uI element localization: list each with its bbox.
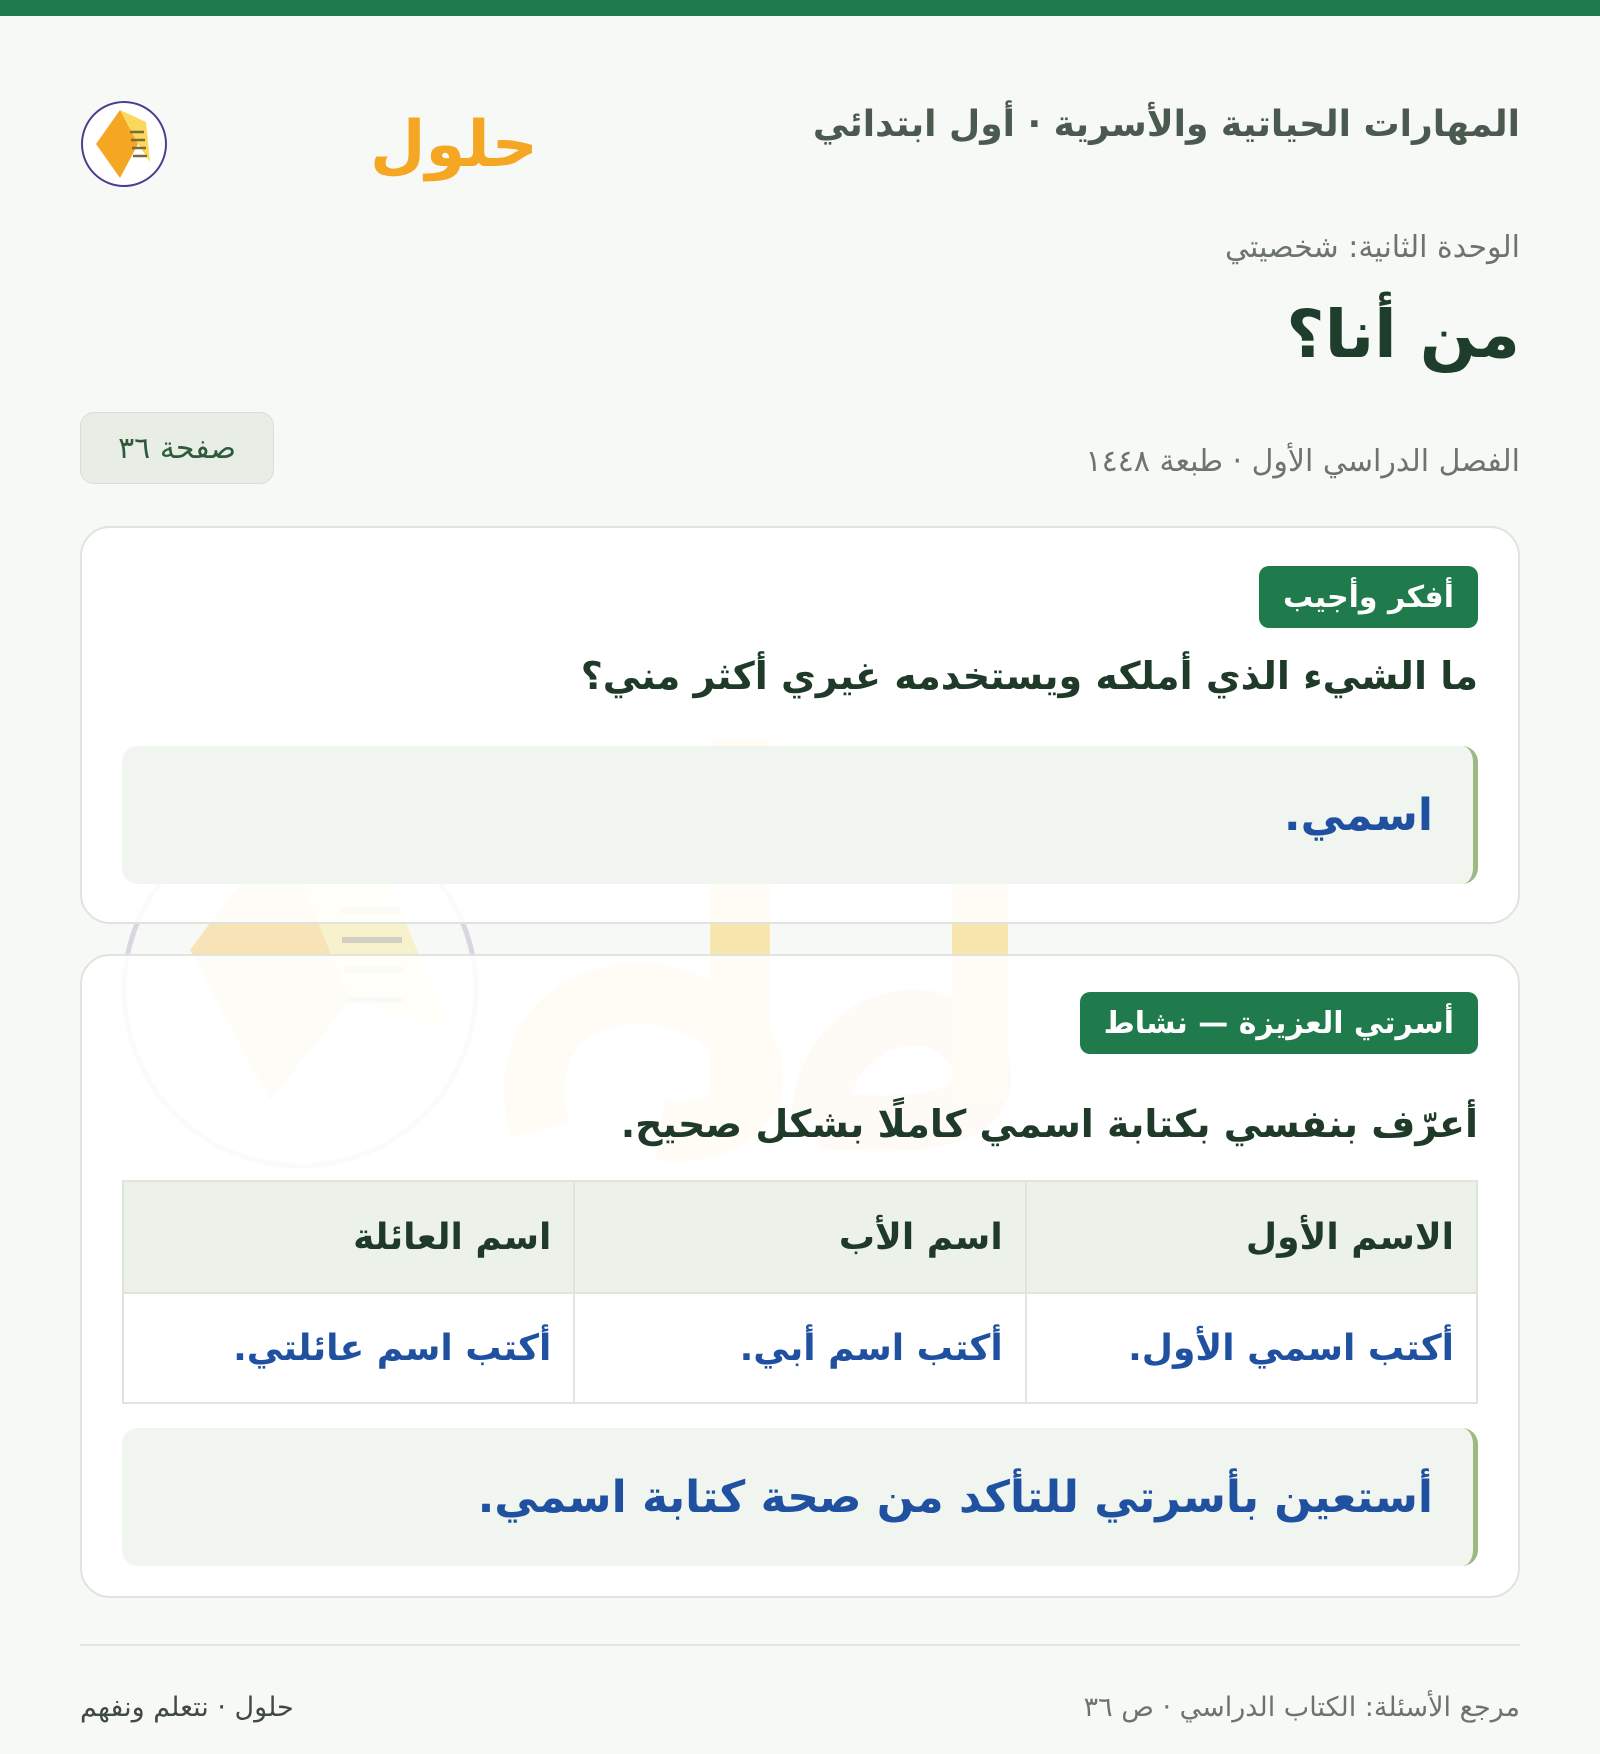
table-header-cell: اسم العائلة bbox=[123, 1181, 574, 1293]
answer-text: اسمي. bbox=[1283, 789, 1433, 841]
question-text: ما الشيء الذي أملكه ويستخدمه غيري أكثر مني؟ bbox=[580, 654, 1478, 698]
name-table bbox=[122, 1180, 1478, 1404]
answer-box bbox=[122, 746, 1478, 884]
subject-title: المهارات الحياتية والأسرية · أول ابتدائي bbox=[812, 104, 1520, 145]
lesson-title: من أنا؟ bbox=[1286, 296, 1520, 373]
page-header bbox=[80, 16, 1520, 206]
table-cell: أكتب اسم أبي. bbox=[574, 1293, 1025, 1403]
brand-logo[interactable] bbox=[80, 66, 538, 206]
footer-reference: مرجع الأسئلة: الكتاب الدراسي · ص ٣٦ bbox=[1083, 1692, 1520, 1723]
footer-divider bbox=[80, 1644, 1520, 1646]
question-card-activity bbox=[80, 954, 1520, 1598]
footer-brand: حلول · نتعلم ونفهم bbox=[80, 1692, 294, 1723]
top-accent-bar bbox=[0, 0, 1600, 16]
card-tag: أسرتي العزيزة — نشاط bbox=[1080, 992, 1478, 1054]
table-cell: أكتب اسم عائلتي. bbox=[123, 1293, 574, 1403]
table-header-cell: الاسم الأول bbox=[1026, 1181, 1477, 1293]
table-row bbox=[123, 1293, 1477, 1403]
table-header-cell: اسم الأب bbox=[574, 1181, 1025, 1293]
question-text: أعرّف بنفسي بكتابة اسمي كاملًا بشكل صحيح. bbox=[620, 1102, 1478, 1146]
card-tag: أفكر وأجيب bbox=[1259, 566, 1478, 628]
table-header-row bbox=[123, 1181, 1477, 1293]
unit-label: الوحدة الثانية: شخصيتي bbox=[1225, 230, 1520, 265]
answer-text: أستعين بأسرتي للتأكد من صحة كتابة اسمي. bbox=[477, 1471, 1433, 1523]
term-edition: الفصل الدراسي الأول · طبعة ١٤٤٨ bbox=[1085, 444, 1520, 479]
logo-text: حلول bbox=[370, 108, 538, 182]
answer-box bbox=[122, 1428, 1478, 1566]
question-card-think bbox=[80, 526, 1520, 924]
table-cell: أكتب اسمي الأول. bbox=[1026, 1293, 1477, 1403]
page-badge: صفحة ٣٦ bbox=[80, 412, 274, 484]
